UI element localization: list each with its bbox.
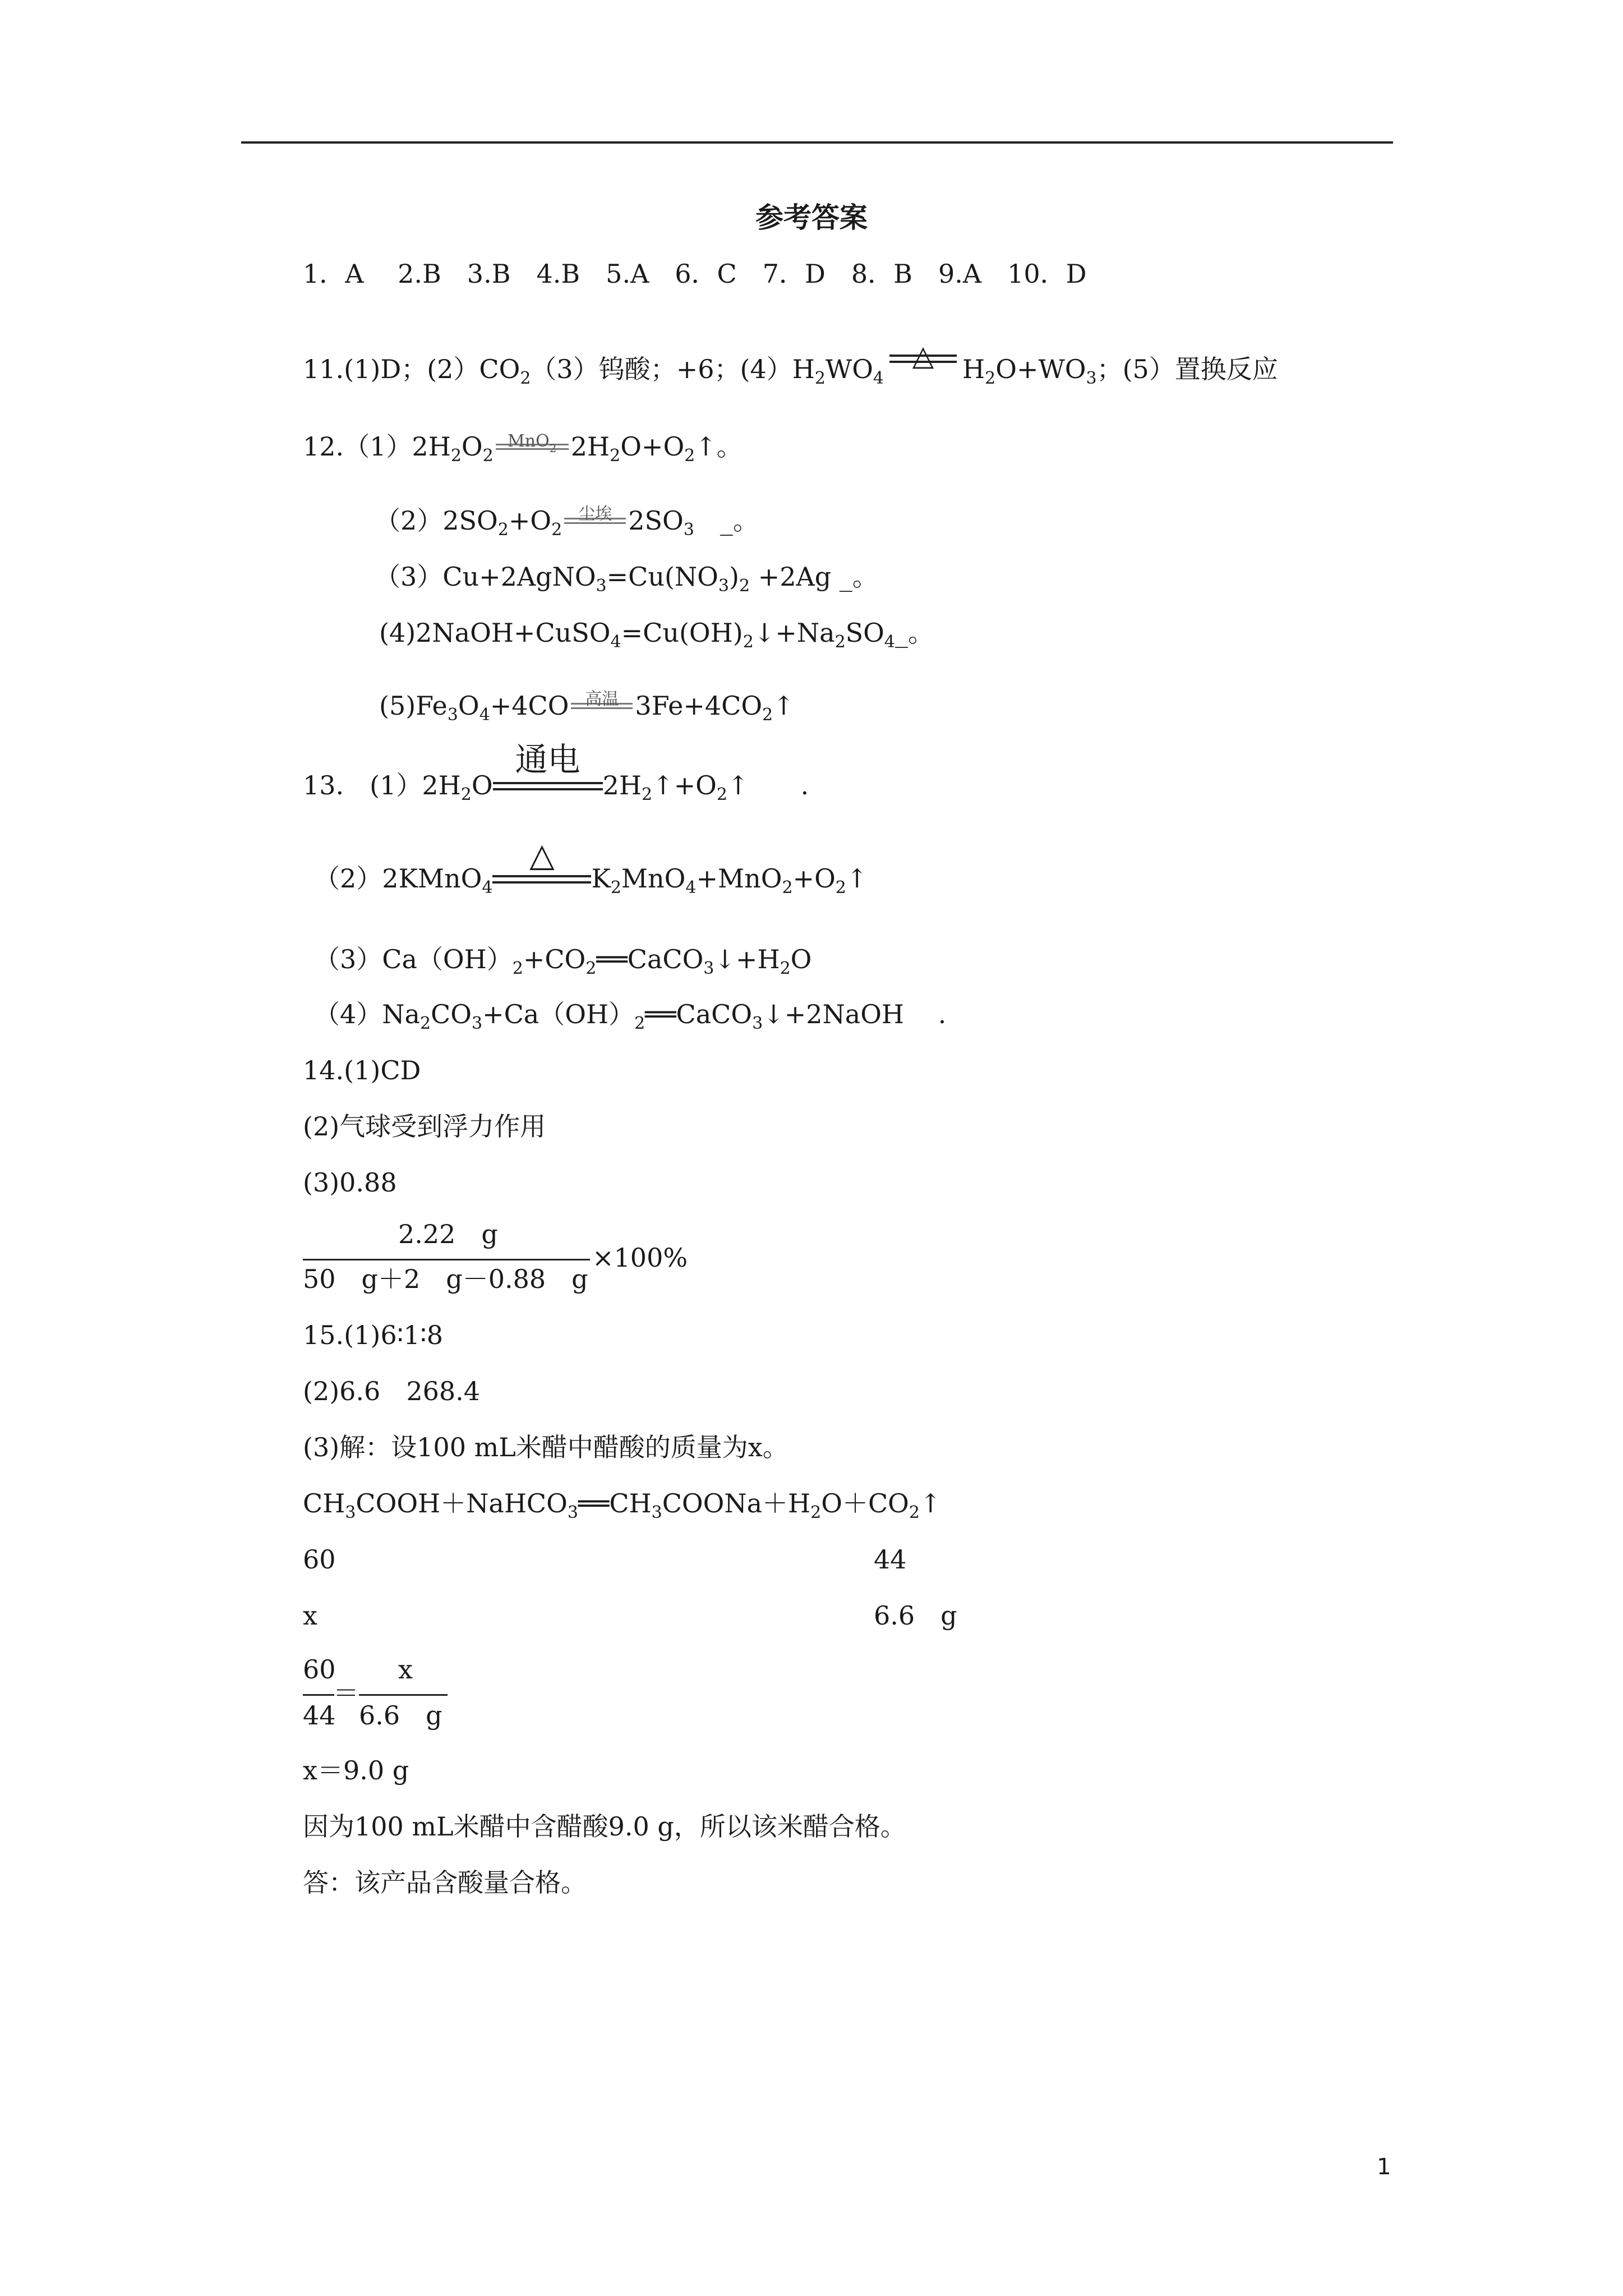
answer-14-2: (2)气球受到浮力作用 bbox=[303, 1111, 546, 1142]
fraction-1-numerator: 60 bbox=[303, 1654, 336, 1685]
fraction-14-tail: ×100% bbox=[592, 1243, 688, 1273]
equals-sign: ＝ bbox=[333, 1678, 359, 1708]
conclusion-line: 因为100 mL米醋中含醋酸9.0 g，所以该米醋合格。 bbox=[303, 1811, 906, 1842]
high-temp-condition: 高温 bbox=[571, 707, 633, 709]
catalyst-condition: MnO$_2$ bbox=[496, 448, 569, 450]
answer-12-3: $(3)Cu+2AgNO_3=Cu(NO_3)_2 +2Ag$ _。 bbox=[375, 562, 878, 596]
fraction-14-numerator: 2.22 g bbox=[398, 1219, 498, 1249]
fraction-1-bar bbox=[303, 1694, 334, 1696]
final-answer: 答：该产品含酸量合格。 bbox=[303, 1867, 587, 1898]
mass-right: 6.6 g bbox=[874, 1600, 957, 1631]
electrolysis-condition: 通电 bbox=[493, 785, 603, 790]
dust-condition: 尘埃 bbox=[564, 522, 626, 524]
molar-mass-left: 60 bbox=[303, 1544, 336, 1575]
answer-14-1: 14.(1)CD bbox=[303, 1055, 421, 1085]
page-number: 1 bbox=[1377, 2154, 1391, 2180]
reaction-equation-15: $CH_3COOH+NaHCO_3══CH_3COONa+H_2O+CO_2↑$ bbox=[303, 1488, 942, 1522]
result-line: x＝9.0 g bbox=[303, 1755, 409, 1786]
fraction-2-bar bbox=[359, 1694, 448, 1696]
answer-12-5: $(5)Fe_3O_4+4CO$ 高温 $3Fe+4CO_2↑$ bbox=[379, 689, 795, 725]
fraction-14-bar bbox=[303, 1259, 590, 1260]
answer-15-2: (2)6.6 268.4 bbox=[303, 1376, 481, 1406]
answer-15-1: 15.(1)6∶1∶8 bbox=[303, 1320, 444, 1350]
answers-1-10: 1．A 2.B 3.B 4.B 5.A 6．C 7．D 8．B 9.A 10．D bbox=[303, 259, 1087, 289]
answer-13-4: $(4)Na_2CO_3+Ca(OH)_2══CaCO_3↓+2NaOH$ . bbox=[314, 999, 947, 1033]
answer-12-1: $12.(1)2H_2O_2$ MnO$_2$ $2H_2O+O_2↑$。 bbox=[303, 431, 743, 466]
heat-condition-2: △ bbox=[492, 878, 591, 884]
molar-mass-right: 44 bbox=[874, 1544, 907, 1575]
answer-12-4: $(4)2NaOH+CuSO_4=Cu(OH)_2↓+Na_2SO_4\_$。 bbox=[379, 618, 934, 652]
answer-12-2: $(2)2SO_2+O_2$ 尘埃 $2SO_3$ _。 bbox=[375, 504, 759, 540]
answer-15-3: (3)解：设100 mL米醋中醋酸的质量为x。 bbox=[303, 1432, 789, 1462]
fraction-14-denominator: 50 g＋2 g－0.88 g bbox=[303, 1264, 588, 1294]
answer-13-3: $(3)Ca(OH)_2+CO_2══CaCO_3↓+H_2O$ bbox=[314, 944, 812, 978]
fraction-1-denominator: 44 bbox=[303, 1700, 336, 1731]
answer-11: 11.(1)D；$(2)CO_2(3)$钨酸；+6；$(4)H_2WO_4$ △ $H_2O+WO_3$；(5）置换反应 bbox=[303, 339, 1278, 388]
answer-14-3: (3)0.88 bbox=[303, 1167, 397, 1198]
answer-13-1: 13. $(1)2H_2O$ 通电 $2H_2↑+O_2↑$ . bbox=[303, 740, 809, 804]
mass-left: x bbox=[303, 1600, 317, 1631]
header-rule bbox=[241, 141, 1393, 144]
page-title: 参考答案 bbox=[755, 201, 868, 234]
fraction-2-denominator: 6.6 g bbox=[359, 1700, 442, 1731]
fraction-2-numerator: x bbox=[398, 1654, 413, 1685]
answer-13-2: （2）2KMnO$_4$ △ $K_2MnO_4+MnO_2+O_2↑$ bbox=[314, 835, 868, 898]
